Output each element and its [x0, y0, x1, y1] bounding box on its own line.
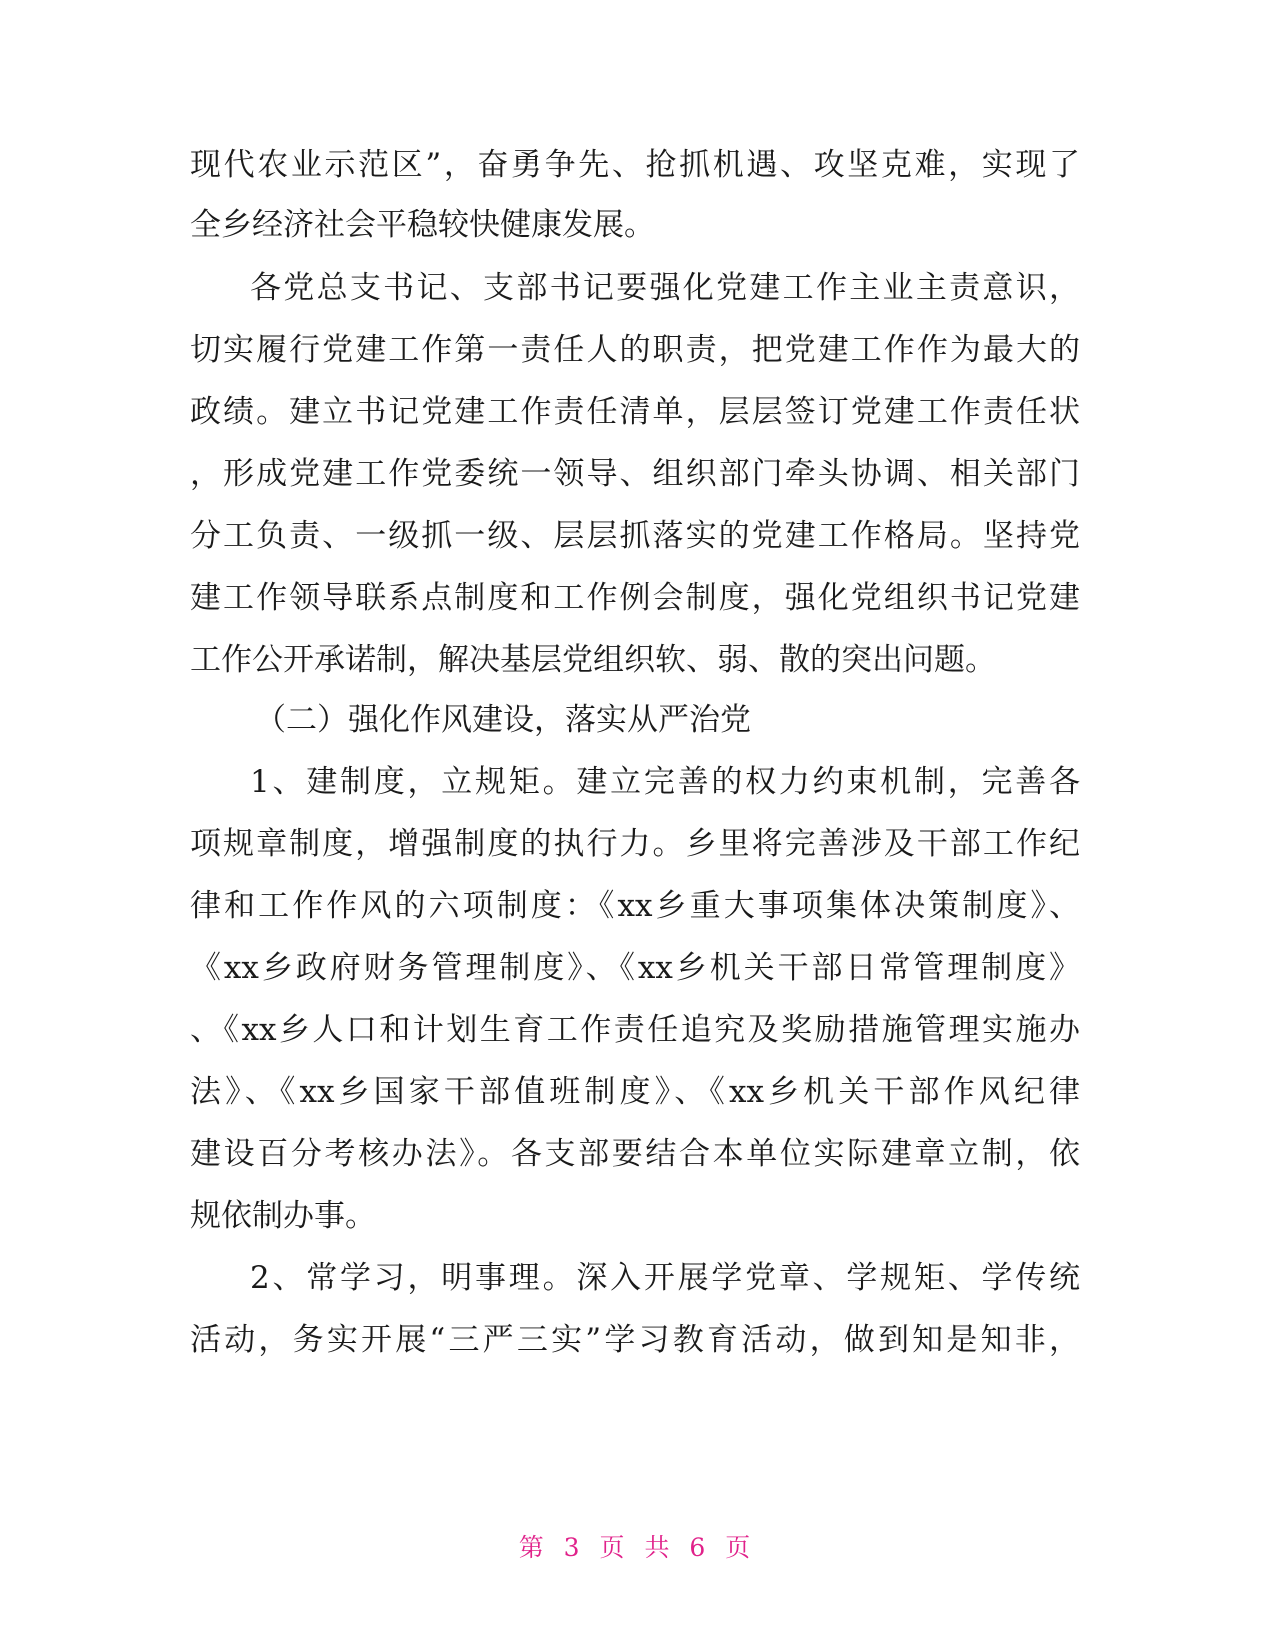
- body-text-line: 分工负责、一级抓一级、层层抓落实的党建工作格局。坚持党: [190, 518, 1080, 554]
- body-text-line: 现代农业示范区”，奋勇争先、抢抓机遇、攻坚克难，实现了: [190, 147, 1080, 183]
- body-text-line: 建工作领导联系点制度和工作例会制度，强化党组织书记党建: [190, 580, 1080, 616]
- body-text-line: ，形成党建工作党委统一领导、组织部门牵头协调、相关部门: [190, 456, 1080, 492]
- body-text-line: 政绩。建立书记党建工作责任清单，层层签订党建工作责任状: [190, 394, 1080, 430]
- body-text-line: 切实履行党建工作第一责任人的职责，把党建工作作为最大的: [190, 332, 1080, 368]
- section-heading: （二）强化作风建设，落实从严治党: [255, 702, 751, 738]
- body-text-line: 活动，务实开展“三严三实”学习教育活动，做到知是知非，: [190, 1322, 1080, 1358]
- body-text-line: 全乡经济社会平稳较快健康发展。: [190, 207, 655, 243]
- body-text-line: 《xx乡政府财务管理制度》、《xx乡机关干部日常管理制度》: [190, 950, 1080, 986]
- body-text-line: 建设百分考核办法》。各支部要结合本单位实际建章立制，依: [190, 1136, 1080, 1172]
- body-text-line: 2、常学习，明事理。深入开展学党章、学规矩、学传统: [250, 1260, 1080, 1296]
- body-text-line: 各党总支书记、支部书记要强化党建工作主业主责意识，: [250, 270, 1080, 306]
- body-text-line: 律和工作作风的六项制度：《xx乡重大事项集体决策制度》、: [190, 888, 1080, 924]
- body-text-line: 1、建制度，立规矩。建立完善的权力约束机制，完善各: [250, 764, 1080, 800]
- body-text-line: 规依制办事。: [190, 1198, 376, 1234]
- page-number-footer: 第 3 页 共 6 页: [518, 1533, 757, 1562]
- body-text-line: 法》、《xx乡国家干部值班制度》、《xx乡机关干部作风纪律: [190, 1074, 1080, 1110]
- body-text-line: 项规章制度，增强制度的执行力。乡里将完善涉及干部工作纪: [190, 826, 1080, 862]
- body-text-line: 、《xx乡人口和计划生育工作责任追究及奖励措施管理实施办: [190, 1012, 1080, 1048]
- body-text-line: 工作公开承诺制，解决基层党组织软、弱、散的突出问题。: [190, 642, 996, 678]
